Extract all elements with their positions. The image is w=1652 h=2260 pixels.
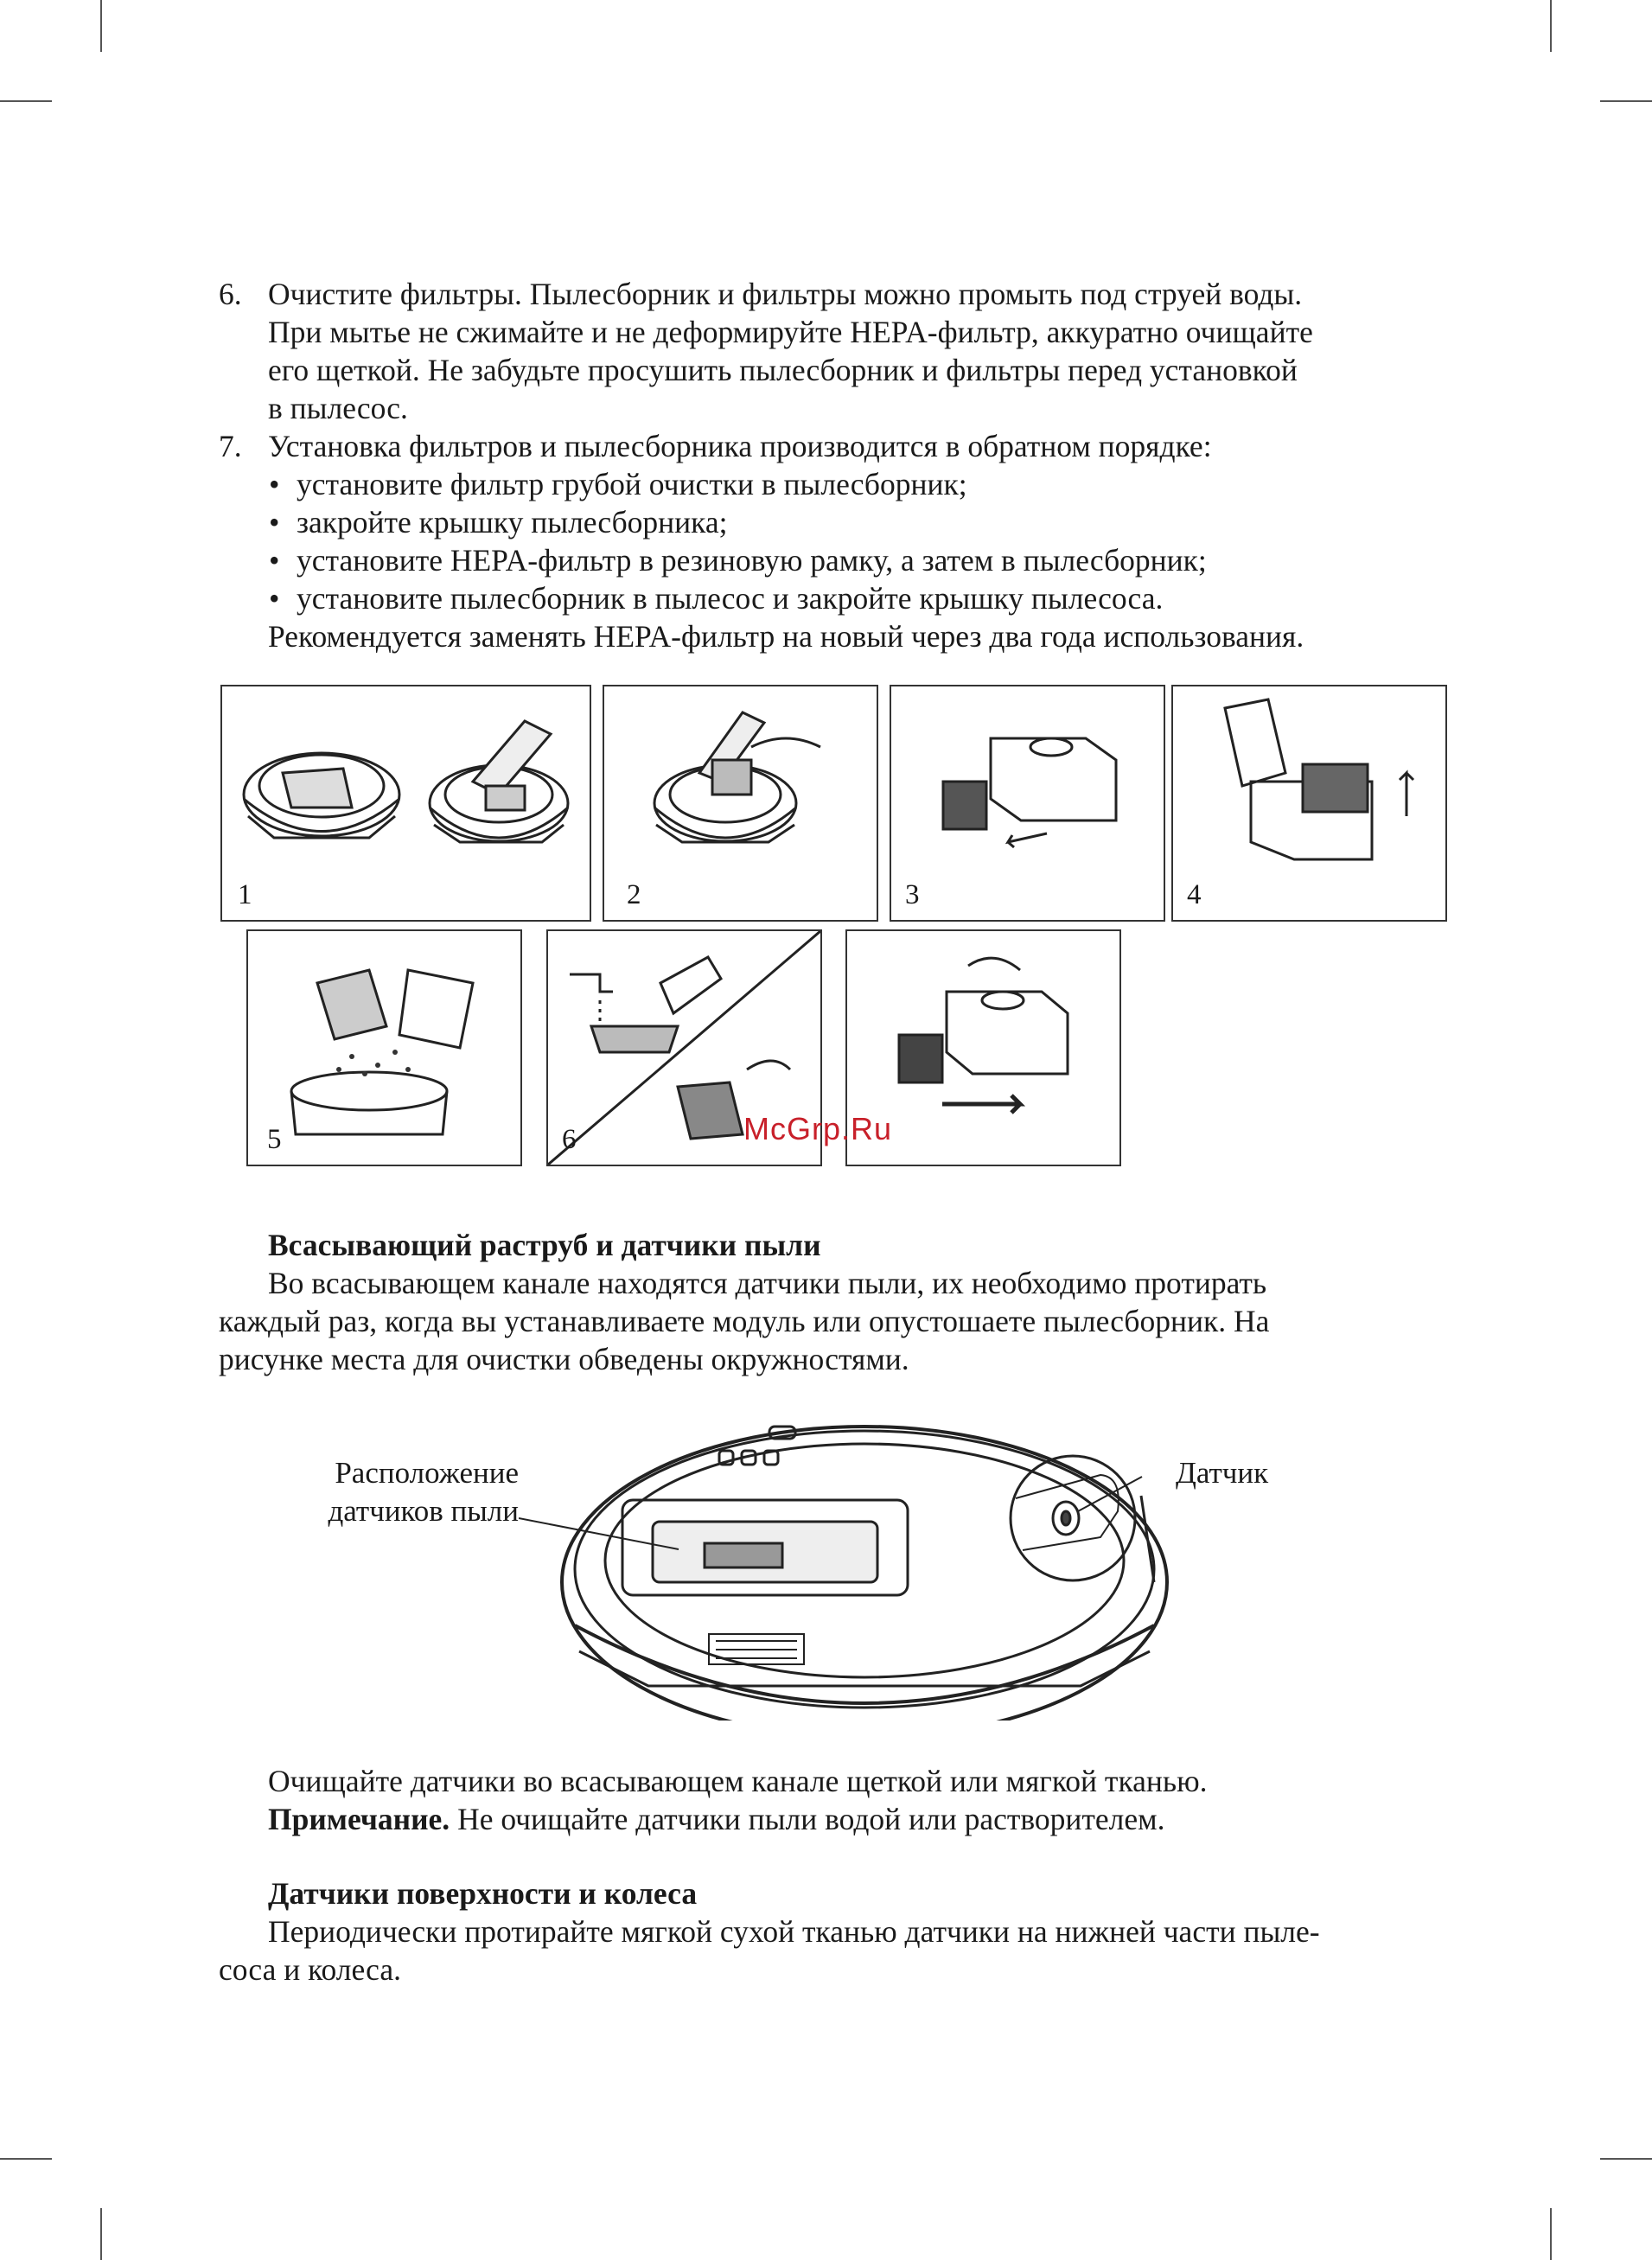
crop-mark: [1550, 2208, 1552, 2260]
crop-mark: [1600, 2158, 1652, 2160]
robot-top-view-diagram: [519, 1409, 1418, 1721]
paragraph-line: Во всасывающем канале находятся датчики пыли, их необходимо протирать: [268, 1266, 1267, 1300]
paragraph-line: соса и колеса.: [219, 1952, 401, 1987]
step-line: Установка фильтров и пылесборника производится в обратном порядке:: [268, 429, 1212, 463]
figure-panel-3: [890, 685, 1165, 922]
panel-number: 4: [1187, 879, 1202, 910]
crop-mark: [100, 0, 102, 52]
paragraph-line: Очищайте датчики во всасывающем канале щеткой или мягкой тканью.: [268, 1764, 1208, 1798]
crop-mark: [1600, 100, 1652, 102]
note-line: [219, 1800, 1455, 1838]
dust-sensor-location-label: Расположение датчиков пыли: [328, 1456, 519, 1528]
bullet-icon: •: [269, 581, 280, 616]
open-dustbin-illustration: [1173, 686, 1445, 920]
watermark-text: McGrp.Ru: [743, 1111, 893, 1146]
step-line: Очистите фильтры. Пылесборник и фильтры можно промыть под струей воды.: [268, 277, 1303, 311]
crop-mark: [100, 2208, 102, 2260]
replacement-note: Рекомендуется заменять HEPA-фильтр на новый через два года использования.: [268, 619, 1304, 654]
paragraph-line: каждый раз, когда вы устанавливаете модуль или опустошаете пылесборник. На: [219, 1304, 1270, 1338]
sensor-label: Датчик: [1176, 1456, 1269, 1490]
crop-mark: [0, 2158, 52, 2160]
bullet-item: • установите пылесборник в пылесос и закройте крышку пылесоса.: [269, 581, 1164, 616]
bullet-item: • закройте крышку пылесборника;: [269, 505, 728, 539]
bullet-icon: •: [269, 505, 280, 539]
sensor-closeup-circle: [1005, 1451, 1144, 1589]
surface-sensors-section: [219, 1874, 1455, 1989]
panel-number: 3: [905, 879, 920, 910]
bullet-icon: •: [269, 467, 280, 501]
note-text: Не очищайте датчики пыли водой или растворителем.: [450, 1802, 1165, 1836]
step-6: [219, 275, 1455, 427]
bullet-icon: •: [269, 543, 280, 578]
crop-mark: [1550, 0, 1552, 52]
remove-dustbin-illustration: [604, 686, 877, 920]
paragraph-line: Периодически протирайте мягкой сухой тканью датчики на нижней части пыле-: [268, 1914, 1320, 1949]
steps-block: [219, 275, 1455, 655]
robot-open-lid-illustration: [222, 686, 590, 920]
bullet-item: • установите фильтр грубой очистки в пылесборник;: [269, 467, 967, 501]
figure-panel-5: [246, 929, 522, 1166]
step-line: При мытье не сжимайте и не деформируйте HEPA-фильтр, аккуратно очищайте: [268, 315, 1313, 349]
panel-number: 5: [267, 1124, 282, 1155]
section-heading: Датчики поверхности и колеса: [268, 1876, 698, 1911]
step-number: 7.: [219, 429, 242, 463]
bullet-item: • установите HEPA-фильтр в резиновую рамку, а затем в пылесборник;: [269, 543, 1207, 578]
figure-panel-2: [603, 685, 878, 922]
figure-panel-4: [1171, 685, 1447, 922]
crop-mark: [0, 100, 52, 102]
panel-number: 1: [238, 879, 252, 910]
empty-dustbin-illustration: [248, 931, 520, 1165]
nozzle-cleaning-text: [219, 1762, 1455, 1838]
figure-panel-1: [220, 685, 591, 922]
note-label: Примечание.: [268, 1802, 450, 1836]
paragraph-line: рисунке места для очистки обведены окружностями.: [219, 1342, 909, 1376]
panel-number: 6: [562, 1124, 577, 1155]
section-heading: Всасывающий раструб и датчики пыли: [268, 1228, 821, 1262]
panel-number: 2: [627, 879, 641, 910]
step-line: в пылесос.: [268, 391, 408, 425]
remove-hepa-filter-illustration: [891, 686, 1164, 920]
step-number: 6.: [219, 277, 242, 311]
step-line: его щеткой. Не забудьте просушить пылесборник и фильтры перед установкой: [268, 353, 1298, 387]
step-7: [219, 427, 1455, 465]
nozzle-section: [219, 1226, 1455, 1378]
